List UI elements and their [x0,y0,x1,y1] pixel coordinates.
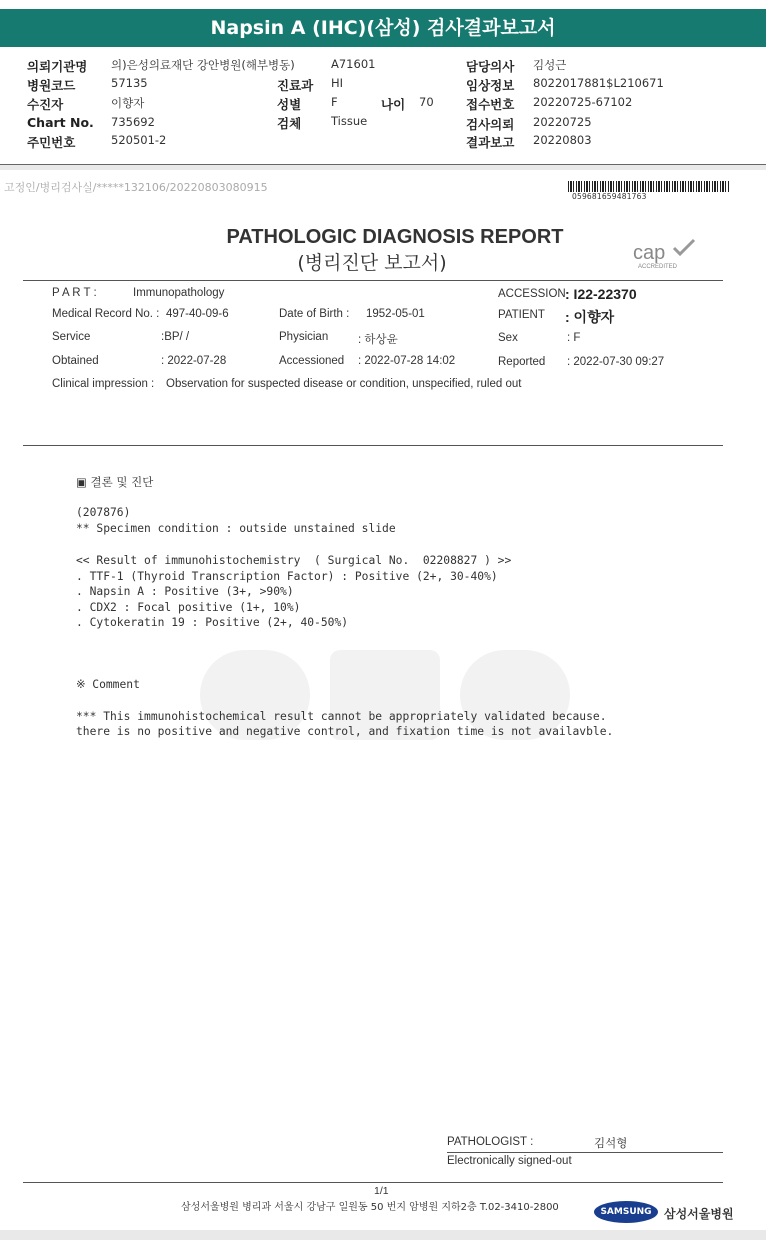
part-value: Immunopathology [133,287,225,299]
signed-out-text: Electronically signed-out [447,1155,572,1167]
sex-value: F [331,95,338,109]
smc-watermark [190,630,580,760]
barcode [568,181,730,192]
chart-label: Chart No. [27,115,94,130]
clinical-impression-value: Observation for suspected disease or condition, unspecified, ruled out [166,378,522,390]
result-report-value: 20220803 [533,133,592,147]
samsung-logo: SAMSUNG [594,1201,658,1223]
footer-rule [23,1182,723,1183]
patient-value: 이향자 [111,96,145,110]
report-title: PATHOLOGIC DIAGNOSIS REPORT [226,226,564,248]
part-label: P A R T : [52,287,97,299]
chart-value: 735692 [111,115,155,129]
footer-address: 삼성서울병원 병리과 서울시 강남구 일원동 50 번지 암병원 지하2층 T.02-3410-2800 [181,1202,559,1213]
hospital-code-label: 병원코드 [27,78,76,93]
ihc-result-line: . Cytokeratin 19 : Positive (2+, 40-50%) [76,616,349,629]
body-line: ** Specimen condition : outside unstained slide [76,522,396,535]
accessioned-value: : 2022-07-28 14:02 [358,355,456,367]
comment-line: there is no positive and negative control, and fixation time is not availavble. [76,725,614,738]
page-number: 1/1 [374,1185,389,1197]
doctor-label: 담당의사 [466,59,515,74]
institution-value: 의)은성의료재단 강안병원(해부병동) [111,58,295,72]
specimen-value: Tissue [331,114,368,128]
department-label: 진료과 [277,78,314,93]
accession-value: : I22-22370 [565,286,637,302]
ihc-result-header: << Result of immunohistochemistry ( Surgical No. 02208827 ) >> [76,554,512,567]
fields-bottom-rule [23,445,723,446]
doctor-value: 김성근 [533,58,567,72]
cap-accredited-text: ACCREDITED [638,264,678,270]
comment-heading: ※ Comment [76,678,140,691]
clinical-info-label: 임상정보 [466,78,515,93]
cap-text: cap [633,242,666,264]
report-top-rule [23,280,723,281]
age-value: 70 [419,95,434,109]
report-sex-label: Sex [498,332,518,344]
barcode-number: 059681659481763 [572,192,647,201]
accession-label: ACCESSION [498,288,566,300]
receipt-value: 20220725-67102 [533,95,633,109]
hospital-code-value: 57135 [111,76,148,90]
exam-request-label: 검사의뢰 [466,117,515,132]
receipt-label: 접수번호 [466,97,515,112]
dob-value: 1952-05-01 [366,308,425,320]
bottom-gray-band [0,1230,766,1240]
obtained-label: Obtained [52,355,99,367]
clinical-impression-label: Clinical impression : [52,378,155,390]
patient-label: 수진자 [27,97,64,112]
comment-line: *** This immunohistochemical result cannot be appropriately validated because. [76,710,607,723]
physician-label: Physician [279,331,329,343]
report-subtitle: (병리진단 보고서) [297,252,447,274]
accessioned-label: Accessioned [279,355,345,367]
institution-code: A71601 [331,57,376,71]
reported-label: Reported [498,356,546,368]
report-sex-value: : F [567,332,581,344]
institution-label: 의뢰기관명 [27,59,88,74]
pathologist-label: PATHOLOGIST : [447,1136,534,1148]
age-label: 나이 [381,97,406,112]
dob-label: Date of Birth : [279,308,350,320]
physician-value: : 하상윤 [358,334,398,346]
department-value: HI [331,76,344,90]
result-report-label: 결과보고 [466,135,515,150]
mrn-value: 497-40-09-6 [166,308,229,320]
signature-rule [447,1152,723,1153]
gray-band [0,165,766,170]
exam-request-value: 20220725 [533,115,592,129]
pathologist-name: 김석형 [594,1138,628,1150]
report-title-bar: Napsin A (IHC)(삼성) 검사결과보고서 [0,9,766,47]
reported-value: : 2022-07-30 09:27 [567,356,665,368]
service-value: :BP/ / [161,331,190,343]
report-patient-label: PATIENT [498,309,545,321]
mrn-label: Medical Record No. : [52,308,160,320]
report-patient-value: : 이향자 [565,309,615,325]
conclusion-heading: ▣ 결론 및 진단 [76,475,154,489]
ihc-result-line: . CDX2 : Focal positive (1+, 10%) [76,601,301,614]
obtained-value: : 2022-07-28 [161,355,227,367]
specimen-label: 검체 [277,116,302,131]
hospital-logo-text: 삼성서울병원 [664,1207,734,1221]
ihc-result-line: . Napsin A : Positive (3+, >90%) [76,585,294,598]
ihc-result-line: . TTF-1 (Thyroid Transcription Factor) : Positive (2+, 30-40%) [76,570,498,583]
sex-label: 성별 [277,97,302,112]
rrn-value: 520501-2 [111,133,167,147]
cap-accredited-logo [630,238,700,270]
print-path: 고정인/병리검사실/*****132106/20220803080915 [4,181,268,194]
rrn-label: 주민번호 [27,135,76,150]
body-line: (207876) [76,506,131,519]
service-label: Service [52,331,91,343]
clinical-info-value: 8022017881$L210671 [533,76,664,90]
